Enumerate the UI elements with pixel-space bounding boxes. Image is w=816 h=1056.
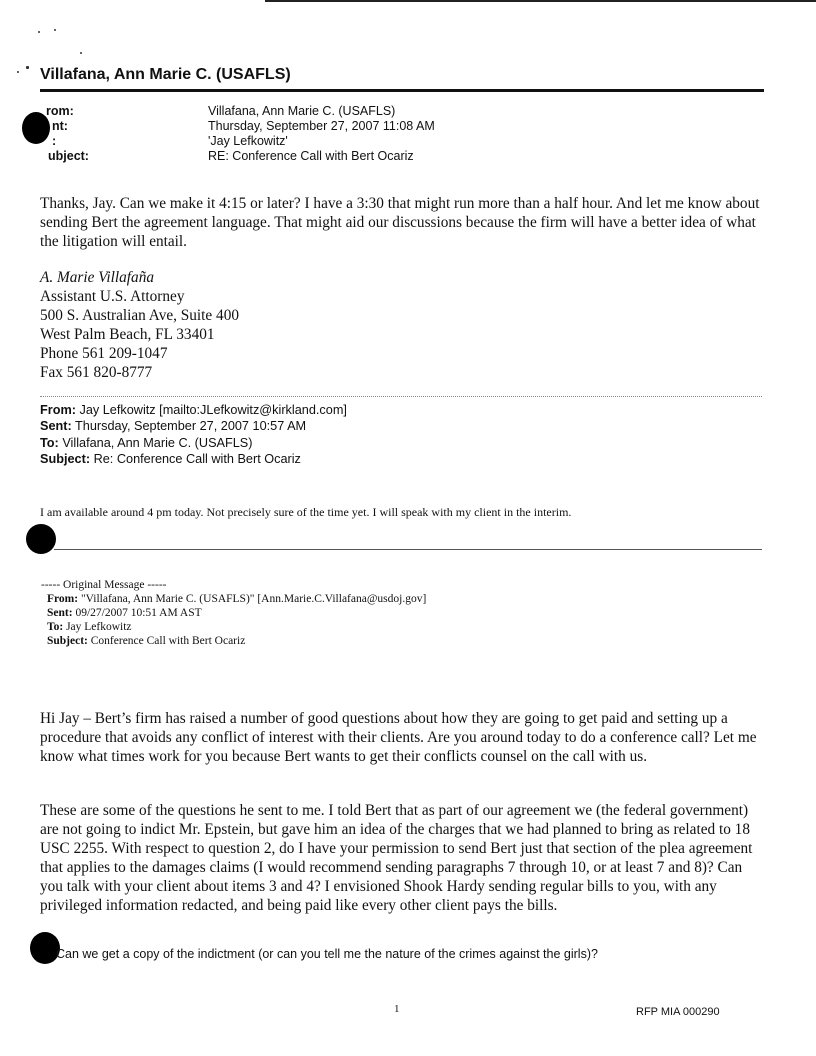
scan-speck [26, 66, 29, 69]
original-from-label: From: [47, 593, 79, 605]
original-message-paragraph: Hi Jay – Bert’s firm has raised a number of good questions about how they are going to get paid and setting up a procedure that avoids any conflict of interest with their clients. Are you around today to do a conference call? Let me know what times work for you because Bert wants to get their conflicts counsel on the call with us. [40, 710, 757, 765]
forwarded-subject-label: Subject: [40, 451, 91, 466]
forwarded-header [40, 402, 347, 467]
original-from-value: "Villafana, Ann Marie C. (USAFLS)" [Ann.Marie.C.Villafana@usdoj.gov] [80, 593, 427, 605]
signature-name: A. Marie Villafaña [40, 269, 155, 286]
forwarded-sent-label: Sent: [40, 419, 72, 434]
forwarded-sent-line [40, 418, 347, 434]
forwarded-from-line [40, 402, 347, 418]
forwarded-sent-value: Thursday, September 27, 2007 10:57 AM [75, 419, 307, 434]
signature-title: Assistant U.S. Attorney [40, 288, 185, 305]
scan-edge-line [265, 0, 816, 2]
bates-number: RFP MIA 000290 [636, 1006, 720, 1018]
forwarded-body: I am available around 4 pm today. Not precisely sure of the time yet. I will speak with my client in the interim. [40, 505, 572, 519]
original-sent-line [47, 606, 426, 620]
scan-speck [17, 71, 19, 73]
redaction-mark [26, 524, 56, 554]
email-title: Villafana, Ann Marie C. (USAFLS) [40, 66, 291, 83]
original-message-question: Can we get a copy of the indictment (or can you tell me the nature of the crimes against the girls)? [56, 947, 598, 961]
signature-address-line1: 500 S. Australian Ave, Suite 400 [40, 307, 239, 324]
original-message-paragraph: These are some of the questions he sent to me. I told Bert that as part of our agreement we (the federal government) are not going to indict Mr. Epstein, but gave him an idea of the charges that we had planned to bring as related to 18 USC 2255. With respect to question 2, do I have your permission to send Bert just that section of the plea agreement that applies to the damages claims (I would recommend sending paragraphs 7 through 10, or at least 7 and 8)? Can you talk with your client about items 3 and 4? I envisioned Shook Hardy sending regular bills to you, with any privileged information redacted, and being paid like every other client pays the bills. [40, 802, 753, 914]
signature-phone: Phone 561 209-1047 [40, 345, 168, 362]
original-to-line [47, 620, 426, 634]
message-divider [40, 396, 762, 397]
forwarded-subject-value: Re: Conference Call with Bert Ocariz [93, 451, 301, 466]
forwarded-from-value: Jay Lefkowitz [mailto:JLefkowitz@kirkland.com] [79, 403, 347, 417]
header-to-value: 'Jay Lefkowitz' [208, 134, 288, 148]
message-body: Thanks, Jay. Can we make it 4:15 or later? I have a 3:30 that might run more than a half hour. And let me know about sending Bert the agreement language. That might aid our discussions because the firm will have a better idea of what the litigation will entail. [40, 195, 760, 250]
original-from-line [47, 592, 426, 606]
forwarded-to-value: Villafana, Ann Marie C. (USAFLS) [62, 435, 253, 450]
signature-address-line2: West Palm Beach, FL 33401 [40, 326, 215, 343]
original-to-value: Jay Lefkowitz [66, 621, 132, 633]
title-rule [40, 89, 764, 92]
page-number: 1 [394, 1003, 400, 1015]
section-rule [54, 549, 762, 550]
forwarded-from-label: From: [40, 403, 76, 417]
forwarded-to-label: To: [40, 435, 59, 450]
scan-speck [80, 52, 82, 54]
header-subject-label: ubject: [48, 149, 89, 163]
header-from-label: rom: [46, 104, 74, 118]
original-subject-line [47, 634, 426, 648]
original-message-marker: ----- Original Message ----- [41, 579, 167, 591]
header-sent-value: Thursday, September 27, 2007 11:08 AM [208, 119, 435, 133]
header-sent-label: nt: [52, 119, 68, 133]
header-subject-value: RE: Conference Call with Bert Ocariz [208, 149, 414, 163]
scan-speck [38, 31, 40, 33]
header-from-value: Villafana, Ann Marie C. (USAFLS) [208, 104, 396, 118]
scan-speck [54, 29, 56, 31]
signature-fax: Fax 561 820-8777 [40, 364, 153, 381]
original-sent-label: Sent: [47, 607, 73, 619]
original-to-label: To: [47, 621, 64, 633]
signature-block [40, 268, 239, 382]
forwarded-to-line [40, 435, 347, 451]
original-message-header [41, 578, 427, 648]
original-subject-label: Subject: [47, 635, 88, 647]
original-subject-value: Conference Call with Bert Ocariz [90, 635, 246, 647]
original-sent-value: 09/27/2007 10:51 AM AST [75, 607, 202, 619]
header-to-label: : [52, 134, 57, 148]
forwarded-subject-line [40, 451, 347, 467]
